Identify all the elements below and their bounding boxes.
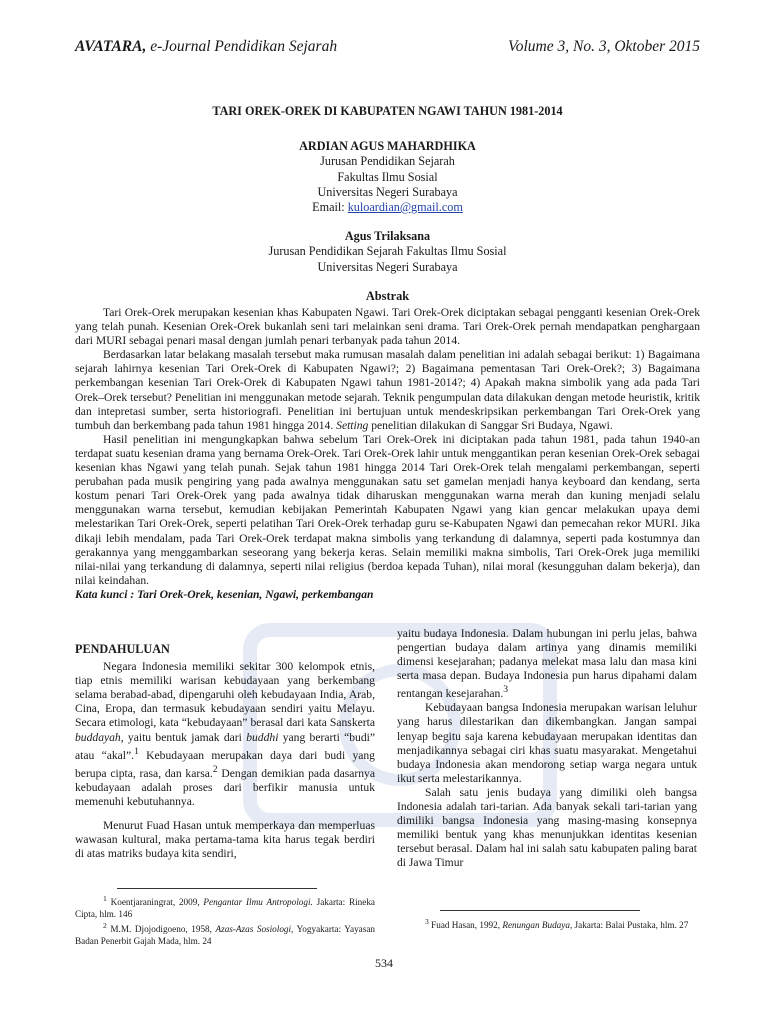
affiliation-line: Universitas Negeri Surabaya <box>317 259 458 274</box>
email-link[interactable]: kuloardian@gmail.com <box>347 200 463 215</box>
footnote-rule <box>440 910 640 911</box>
journal-title: AVATARA, e-Journal Pendidikan Sejarah <box>75 38 338 55</box>
author-name: Agus Trilaksana <box>344 229 431 244</box>
footnote: $^1$ Koentjaraningrat, 2009, Pengantar Ilmu Antropologi. Jakarta: Rineka Cipta, hlm. 146 <box>75 894 375 919</box>
affiliation-line: Jurusan Pendidikan Sejarah <box>320 154 455 169</box>
email-line: Email: kuloardian@gmail.com <box>312 200 463 215</box>
abstract-paragraph: Hasil penelitian ini mengungkapkan bahwa sebelum Tari Orek-Orek ini diciptakan pada tahun 1981, pada tahun 1940-an terdapat suatu kesenian drama yang bernama Orek-Orek. Tari Orek-Orek lahir untuk menggantikan peran kesenian Orek-Orek sebagai kesenian khas Ngawi yang telah punah. Sejak tahun 1981 hingga 2014 Tari Orek-Orek telah mengalami perkembangan, seperti perubahan pada musik pengiring yang pada awalnya menggunakan satu set gamelan menjadi hanya keyboard dan kendang, serta kostum penari Tari Orek-Orek yang pada awalnya tidak diharuskan menggunakan warna merah dan kuning menjadi selalu menggunakan warna tersebut, kemudian kebijakan Pemerintah Kabupaten Ngawi yang kian gencar melakukan upaya demi melestarikan Tari Orek-Orek, seperti pelatihan Tari Orek-Orek terhadap guru se-Kabupaten Ngawi dan pemecahan rekor MURI. Jika dikaji lebih mendalam, pada Tari Orek-Orek terdapat makna simbolis yang terkandung di dalamnya, seperti pada kostumnya dan gerakannya yang menggambarkan seseorang yang bekerja keras. Selain memiliki makna simbolis, Tari Orek-Orek juga memiliki nilai-nilai yang terkandung di dalamnya, seperti nilai religius (berdoa kepada Tuhan), nilai moral (kesungguhan dalam bekerja), dan nilai keindahan. <box>75 432 700 587</box>
body-paragraph: Menurut Fuad Hasan untuk memperkaya dan memperluas wawasan kultural, maka pertama-tama kita harus tegak berdiri di atas matriks budaya kita sendiri, <box>75 818 375 860</box>
body-paragraph: Kebudayaan bangsa Indonesia merupakan warisan leluhur yang harus dilestarikan dan dikembangkan. Jangan sampai lenyap begitu saja karena kebudayaan merupakan identitas dan menjadikannya sebagai ciri khas suatu masyarakat. Mengetahui budaya Indonesia akan mendorong setiap warga negara untuk ikut serta melestarikannya. <box>397 701 697 785</box>
section-heading: PENDAHULUAN <box>75 642 170 656</box>
running-header <box>75 38 700 56</box>
affiliation-line: Fakultas Ilmu Sosial <box>337 169 438 184</box>
abstract-paragraph: Tari Orek-Orek merupakan kesenian khas Kabupaten Ngawi. Tari Orek-Orek diciptakan sebagai pengganti kesenian Orek-Orek yang telah punah. Kesenian Orek-Orek bukanlah seni tari melainkan seni drama. Tari Orek-Orek pernah mendapatkan penghargaan dari MURI sebagai penari masal dengan jumlah penari terbanyak pada tahun 2014. <box>75 306 700 348</box>
body-paragraph: yaitu budaya Indonesia. Dalam hubungan ini perlu jelas, bahwa pengertian budaya dalam artinya yang dinamis memiliki dimensi kesejarahan; padanya melekat masa lalu dan masa kini serta masa depan. Budaya Indonesia pun harus dipahami dalam rentangan kesejarahan.$^3$ <box>397 627 697 701</box>
body-paragraph: Negara Indonesia memiliki sekitar 300 kelompok etnis, tiap etnis memiliki warisan kebudayaan yang berkembang selama berabad-abad, dipengaruhi oleh kebudayaan India, Arab, Cina, Eropa, dan termasuk kebudayaan sendiri yaitu Melayu. Secara etimologi, kata “kebudayaan” berasal dari kata Sanskerta buddayah, yaitu bentuk jamak dari buddhi yang berarti “budi” atau “akal”.$^1$ Kebudayaan merupakan daya dari budi yang berupa cipta, rasa, dan karsa.$^2$ Dengan demikian pada dasarnya kebudayaan adalah proses dari berfikir manusia untuk memenuhi kebutuhannya. <box>75 660 375 808</box>
abstract-paragraph: Berdasarkan latar belakang masalah tersebut maka rumusan masalah dalam penelitian ini adalah sebagai berikut: 1) Bagaimana sejarah lahirnya kesenian Tari Orek-Orek di Kabupaten Ngawi?; 2) Bagaimana pementasan Tari Orek-Orek?; 3) Bagaimana perkembangan kesenian Tari Orek-Orek di Kabupaten Ngawi tahun 1981-2014?; 4) Apakah makna simbolik yang ada pada Tari Orek–Orek tersebut? Penelitian ini menggunakan metode sejarah. Teknik pengumpulan data dilakukan dengan metode heuristik, kritik dan intepretasi sumber, serta historiografi. Penelitian ini bertujuan untuk mendeskripsikan perkembangan Tari Orek-Orek yang tumbuh dan berkembang pada tahun 1981 hingga 2014. Setting penelitian dilakukan di Sanggar Sri Budaya, Ngawi. <box>75 348 700 432</box>
keywords: Kata kunci : Tari Orek-Orek, kesenian, Ngawi, perkembangan <box>75 587 374 601</box>
page-number: 534 <box>375 956 393 970</box>
footnote-ref[interactable]: 2 <box>212 763 218 775</box>
abstract-heading: Abstrak <box>365 289 410 303</box>
left-column <box>75 642 375 861</box>
affiliation-line: Universitas Negeri Surabaya <box>317 184 458 199</box>
title-block <box>75 104 700 275</box>
footnote-rule <box>117 888 317 889</box>
volume-info: Volume 3, No. 3, Oktober 2015 <box>507 38 700 55</box>
footnote: $^2$ M.M. Djojodigoeno, 1958, Azas-Azas Sosiologi, Yogyakarta: Yayasan Badan Penerbit Gajah Mada, hlm. 24 <box>75 921 375 946</box>
abstract <box>75 306 700 602</box>
footnote-ref[interactable]: 1 <box>134 745 139 757</box>
body-paragraph: Salah satu jenis budaya yang dimiliki oleh bangsa Indonesia adalah tari-tarian. Ada banyak sekali tari-tarian yang dimiliki bangsa Indonesia yang masing-masing konsepnya memiliki bentuk yang khas menunjukkan identitas kesenian tersebut berasal. Dalam hal ini salah satu kabupaten paling barat di Jawa Timur <box>397 785 697 870</box>
author-name: ARDIAN AGUS MAHARDHIKA <box>299 139 476 154</box>
footnote-ref[interactable]: 3 <box>503 684 509 696</box>
paper-title: TARI OREK-OREK DI KABUPATEN NGAWI TAHUN 1981-2014 <box>212 104 563 118</box>
footnotes-right <box>397 916 697 932</box>
right-column <box>397 627 697 870</box>
footnote: $^3$ Fuad Hasan, 1992, Renungan Budaya, Jakarta: Balai Pustaka, hlm. 27 <box>425 917 689 931</box>
affiliation-line: Jurusan Pendidikan Sejarah Fakultas Ilmu Sosial <box>268 244 507 259</box>
footnotes-left <box>75 893 375 947</box>
